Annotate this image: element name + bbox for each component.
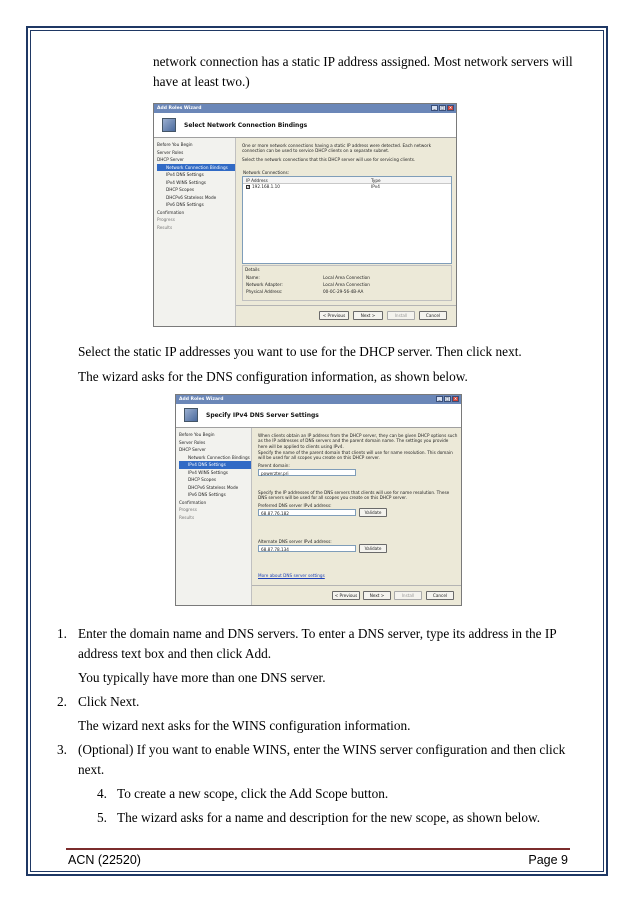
step-5-number: 5. <box>97 810 107 825</box>
checkbox-checked-icon[interactable]: ✓ <box>247 184 251 189</box>
intro-line-2: have at least two.) <box>153 74 250 89</box>
detail-adapter-value: Local Area Connection <box>323 282 370 287</box>
validate-alternate-button[interactable]: Validate <box>359 544 387 553</box>
preferred-dns-label: Preferred DNS server IPv4 address: <box>258 503 332 508</box>
parent-domain-label: Parent domain: <box>258 463 290 468</box>
row-type: IPv4 <box>371 184 380 189</box>
footer-course-code: ACN (22520) <box>68 853 141 867</box>
paragraph-select-ip: Select the static IP addresses you want to use for the DHCP server. Then click next. <box>78 344 522 359</box>
network-bindings-wizard-screenshot <box>153 103 457 327</box>
button-separator <box>252 585 461 586</box>
cancel-button[interactable]: Cancel <box>419 311 447 320</box>
network-connections-list[interactable] <box>242 176 452 264</box>
footer-rule <box>66 848 570 850</box>
intro-line-1: network connection has a static IP address assigned. Most network servers will <box>153 54 573 69</box>
button-separator <box>236 305 456 306</box>
step-1-line-3: You typically have more than one DNS server. <box>78 670 326 685</box>
install-button[interactable]: Install <box>394 591 422 600</box>
step-2-line-1: Click Next. <box>78 694 140 709</box>
nav-ipv4-dns-settings[interactable]: IPv4 DNS Settings <box>179 461 251 469</box>
nav-dhcp-server[interactable]: DHCP Server <box>157 157 184 162</box>
nav-dhcp-scopes[interactable]: DHCP Scopes <box>188 477 217 482</box>
close-icon[interactable]: × <box>448 105 453 110</box>
domain-hint: Specify the name of the parent domain that clients will use for name resolution. This domain will be used for all scopes you create on this DHCP server. <box>258 450 453 461</box>
details-group <box>242 265 452 301</box>
wizard-role-icon <box>162 118 176 132</box>
previous-button[interactable]: < Previous <box>319 311 349 320</box>
parent-domain-input[interactable] <box>258 469 356 476</box>
wizard-window-title: Add Roles Wizard <box>157 106 202 111</box>
nav-results: Results <box>157 224 173 230</box>
detail-name-key: Name: <box>246 275 260 280</box>
detail-physical-key: Physical Address: <box>246 289 283 294</box>
nav-dhcpv6-stateless-mode[interactable]: DHCPv6 Stateless Mode <box>188 484 239 490</box>
cancel-button[interactable]: Cancel <box>426 591 454 600</box>
nav-network-connection-bindings[interactable]: Network Connection Bindings <box>157 164 235 172</box>
nav-progress: Progress <box>157 217 175 222</box>
step-4-number: 4. <box>97 786 107 801</box>
col-type[interactable]: Type <box>371 177 381 183</box>
footer-page-number: Page 9 <box>528 853 568 867</box>
dns-settings-wizard-screenshot <box>175 394 462 606</box>
next-button[interactable]: Next > <box>363 591 391 600</box>
maximize-icon[interactable]: □ <box>445 396 450 401</box>
nav-dhcp-scopes[interactable]: DHCP Scopes <box>166 187 195 192</box>
list-header <box>243 177 451 184</box>
alternate-dns-input[interactable] <box>258 545 356 552</box>
step-1-line-2: address text box and then click Add. <box>78 646 272 661</box>
parent-domain-value: powerzter.pri <box>261 470 289 476</box>
validate-preferred-button[interactable]: Validate <box>359 508 387 517</box>
minimize-icon[interactable]: _ <box>436 396 443 402</box>
step-1-line-1: Enter the domain name and DNS servers. To enter a DNS server, type its address in the IP <box>78 626 557 641</box>
nav-server-roles[interactable]: Server Roles <box>157 149 184 155</box>
step-4-line-1: To create a new scope, click the Add Scope button. <box>117 786 389 801</box>
wizard-header <box>154 113 456 138</box>
wizard-nav <box>176 428 252 606</box>
step-5-line-1: The wizard asks for a name and description for the new scope, as shown below. <box>117 810 541 825</box>
nav-progress: Progress <box>179 507 197 512</box>
maximize-icon[interactable]: □ <box>440 105 445 110</box>
wizard-nav <box>154 138 236 327</box>
step-3-line-2: next. <box>78 762 105 777</box>
detail-physical-value: 00-0C-29-56-4B-AA <box>323 289 364 294</box>
alternate-dns-label: Alternate DNS server IPv4 address: <box>258 539 332 544</box>
row-ip-address: 192.168.1.10 <box>252 184 280 189</box>
preferred-dns-value: 68.87.76.182 <box>261 510 289 516</box>
nav-dhcp-server[interactable]: DHCP Server <box>179 447 206 452</box>
nav-ipv4-dns-settings[interactable]: IPv4 DNS Settings <box>166 172 204 177</box>
step-1-number: 1. <box>57 626 67 641</box>
wizard-titlebar <box>154 104 456 113</box>
nav-server-roles[interactable]: Server Roles <box>179 439 206 445</box>
detail-name-value: Local Area Connection <box>323 275 370 280</box>
wizard-heading: Specify IPv4 DNS Server Settings <box>206 412 319 419</box>
install-button[interactable]: Install <box>387 311 415 320</box>
nav-results: Results <box>179 514 195 520</box>
step-2-number: 2. <box>57 694 67 709</box>
details-label: Details <box>245 267 260 272</box>
wizard-description: When clients obtain an IP address from the DHCP server, they can be given DHCP options such as the IP addresses of DNS servers and the parent domain name. The settings you provide here will be applied to clients using IPv4. <box>258 433 458 449</box>
nav-confirmation[interactable]: Confirmation <box>179 499 207 505</box>
nav-ipv4-wins-settings[interactable]: IPv4 WINS Settings <box>166 179 206 185</box>
previous-button[interactable]: < Previous <box>332 591 360 600</box>
wizard-instruction: Select the network connections that this DHCP server will use for servicing clients. <box>242 157 416 162</box>
nav-dhcpv6-stateless-mode[interactable]: DHCPv6 Stateless Mode <box>166 194 217 200</box>
paragraph-dns-config: The wizard asks for the DNS configuration information, as shown below. <box>78 369 468 384</box>
dns-hint: Specify the IP addresses of the DNS servers that clients will use for name resolution. These DNS servers will be used for all scopes you create on this DHCP server. <box>258 490 450 501</box>
minimize-icon[interactable]: _ <box>431 105 438 111</box>
col-ip-address[interactable]: IP Address <box>246 177 268 183</box>
step-2-line-2: The wizard next asks for the WINS configuration information. <box>78 718 411 733</box>
wizard-heading: Select Network Connection Bindings <box>184 122 308 129</box>
detail-adapter-key: Network Adapter: <box>246 282 283 287</box>
nav-network-connection-bindings[interactable]: Network Connection Bindings <box>188 454 250 460</box>
wizard-header <box>176 404 461 428</box>
step-3-line-1: (Optional) If you want to enable WINS, enter the WINS server configuration and then click <box>78 742 566 757</box>
close-icon[interactable]: × <box>453 396 458 401</box>
network-connections-label: Network Connections: <box>243 170 290 175</box>
nav-ipv4-wins-settings[interactable]: IPv4 WINS Settings <box>188 469 228 475</box>
wizard-window-title: Add Roles Wizard <box>179 397 224 402</box>
alternate-dns-value: 68.87.78.134 <box>261 546 289 552</box>
nav-ipv6-dns-settings[interactable]: IPv6 DNS Settings <box>188 492 226 497</box>
nav-before-you-begin[interactable]: Before You Begin <box>157 142 193 147</box>
next-button[interactable]: Next > <box>353 311 383 320</box>
nav-before-you-begin[interactable]: Before You Begin <box>179 432 215 437</box>
wizard-description: One or more network connections having a static IP address were detected. Each network connection can be used to service DHCP clients on a separate subnet. <box>242 143 432 154</box>
preferred-dns-input[interactable] <box>258 509 356 516</box>
wizard-role-icon <box>184 408 198 422</box>
nav-confirmation[interactable]: Confirmation <box>157 209 185 215</box>
nav-ipv6-dns-settings[interactable]: IPv6 DNS Settings <box>166 202 204 207</box>
more-about-dns-link[interactable]: More about DNS server settings <box>258 573 325 578</box>
wizard-titlebar <box>176 395 461 404</box>
step-3-number: 3. <box>57 742 67 757</box>
